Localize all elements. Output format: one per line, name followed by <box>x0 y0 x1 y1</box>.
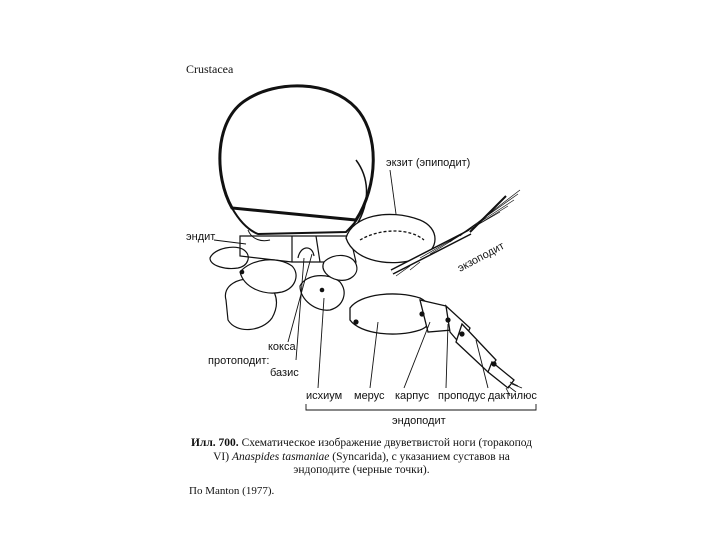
caption-species: Anaspides tasmaniae <box>231 450 330 463</box>
label-propodus: проподус <box>438 390 486 402</box>
caption-text-b: (Syncarida), с указанием суставов на эндоподите (черные точки). <box>293 450 510 476</box>
caption-text-a: Схематическое изображение двуветвистой ноги (торакопод VI) <box>213 437 533 463</box>
label-ischium: исхиум <box>306 390 343 402</box>
label-protopodite: протоподит: <box>208 355 270 367</box>
label-endite: эндит <box>186 231 216 243</box>
label-exit: экзит (эпиподит) <box>386 157 471 169</box>
label-basis: базис <box>270 367 299 379</box>
endite <box>210 247 248 268</box>
label-exopodite: экзоподит <box>455 240 507 275</box>
dactylus-segment <box>488 362 514 388</box>
label-endopodite: эндоподит <box>392 415 446 427</box>
basis-lobes <box>225 255 357 329</box>
figure-caption <box>189 437 534 478</box>
propodus-segment <box>456 324 496 372</box>
label-dactylus: дактилюс <box>488 390 537 402</box>
label-merus: мерус <box>354 390 385 402</box>
body-section <box>220 86 373 241</box>
label-carpus: карпус <box>395 390 430 402</box>
label-coxa: кокса <box>268 341 296 353</box>
caption-source: По Manton (1977). <box>189 485 275 497</box>
caption-number: Илл. 700. <box>190 437 239 449</box>
endopodite <box>350 294 514 388</box>
figure-header: Crustacea <box>186 62 234 76</box>
